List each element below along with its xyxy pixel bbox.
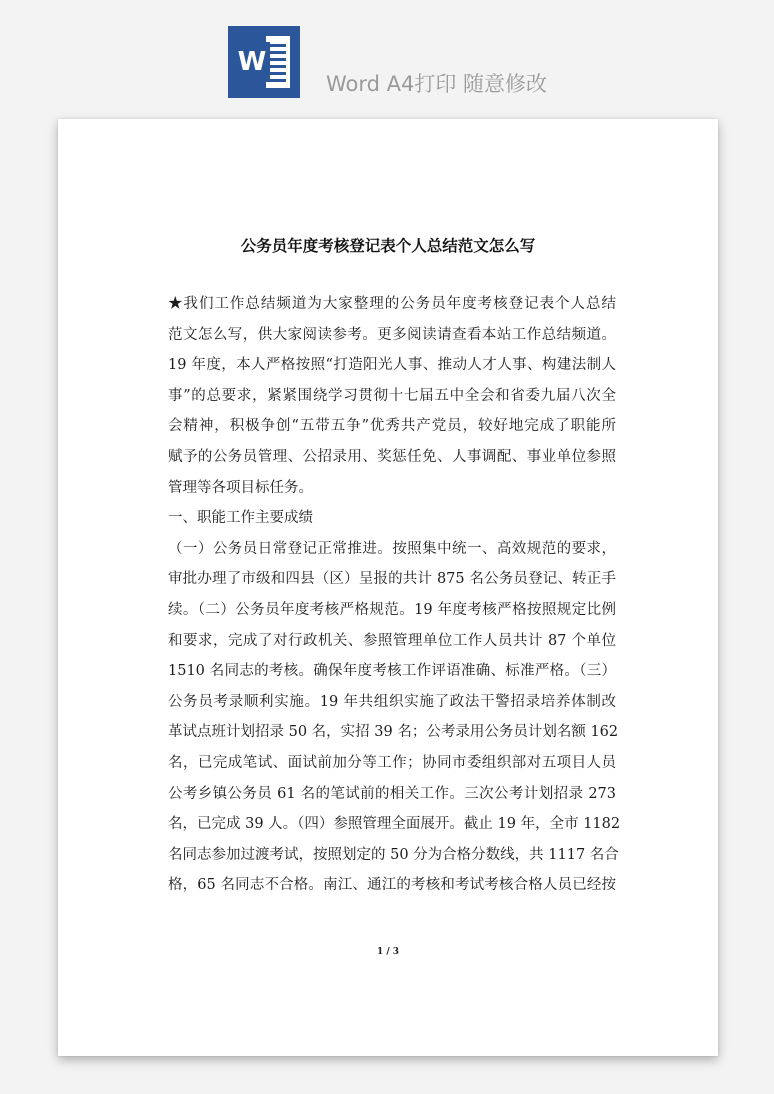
body-line: 审批办理了市级和四县（区）呈报的共计 875 名公务员登记、转正手	[168, 571, 616, 588]
section-heading: 一、职能工作主要成绩	[168, 510, 313, 527]
tagline: Word A4打印 随意修改	[326, 72, 548, 96]
word-icon-line	[270, 79, 286, 82]
document-body	[168, 289, 621, 901]
body-line: 赋予的公务员管理、公招录用、奖惩任免、人事调配、事业单位参照	[168, 448, 616, 465]
body-line: ★我们工作总结频道为大家整理的公务员年度考核登记表个人总结	[168, 296, 616, 312]
body-line: 管理等各项目标任务。	[168, 479, 313, 496]
body-line: 名，已完成 39 人。（四）参照管理全面展开。截止 19 年，全市 1182	[168, 816, 621, 833]
body-line: 公务员考录顺利实施。19 年共组织实施了政法干警招录培养体制改	[168, 693, 616, 710]
body-line: 名，已完成笔试、面试前加分等工作；协同市委组织部对五项目人员	[168, 754, 616, 771]
body-line: （一）公务员日常登记正常推进。按照集中统一、高效规范的要求，	[168, 540, 616, 557]
word-icon-line	[270, 65, 286, 68]
word-icon-letter: W	[234, 42, 270, 82]
body-line: 1510 名同志的考核。确保年度考核工作评语准确、标准严格。（三）	[168, 663, 616, 680]
body-line: 会精神，积极争创“五带五争”优秀共产党员，较好地完成了职能所	[168, 418, 616, 435]
page-number: 1 / 3	[376, 947, 400, 957]
body-line: 格，65 名同志不合格。南江、通江的考核和考试考核合格人员已经按	[168, 877, 616, 894]
word-icon-line	[270, 51, 286, 54]
body-line: 范文怎么写，供大家阅读参考。更多阅读请查看本站工作总结频道。	[168, 326, 616, 343]
body-line: 公考乡镇公务员 61 名的笔试前的相关工作。三次公考计划招录 273	[168, 785, 616, 802]
body-line: 名同志参加过渡考试，按照划定的 50 分为合格分数线，共 1117 名合	[168, 846, 619, 863]
word-icon-line	[270, 58, 286, 61]
body-line: 19 年度，本人严格按照“打造阳光人事、推动人才人事、构建法制人	[168, 357, 616, 374]
header-banner	[0, 0, 774, 110]
body-line: 革试点班计划招录 50 名，实招 39 名；公考录用公务员计划名额 162	[168, 724, 619, 741]
body-line: 和要求，完成了对行政机关、参照管理单位工作人员共计 87 个单位	[168, 632, 616, 649]
word-icon	[228, 26, 300, 98]
word-icon-line	[270, 72, 286, 75]
word-icon-line	[270, 44, 286, 47]
document-page	[58, 119, 718, 1056]
document-title: 公务员年度考核登记表个人总结范文怎么写	[240, 237, 536, 255]
body-line: 续。（二）公务员年度考核严格规范。19 年度考核严格按照规定比例	[168, 601, 616, 618]
body-line: 事”的总要求，紧紧围绕学习贯彻十七届五中全会和省委九届八次全	[168, 387, 616, 404]
